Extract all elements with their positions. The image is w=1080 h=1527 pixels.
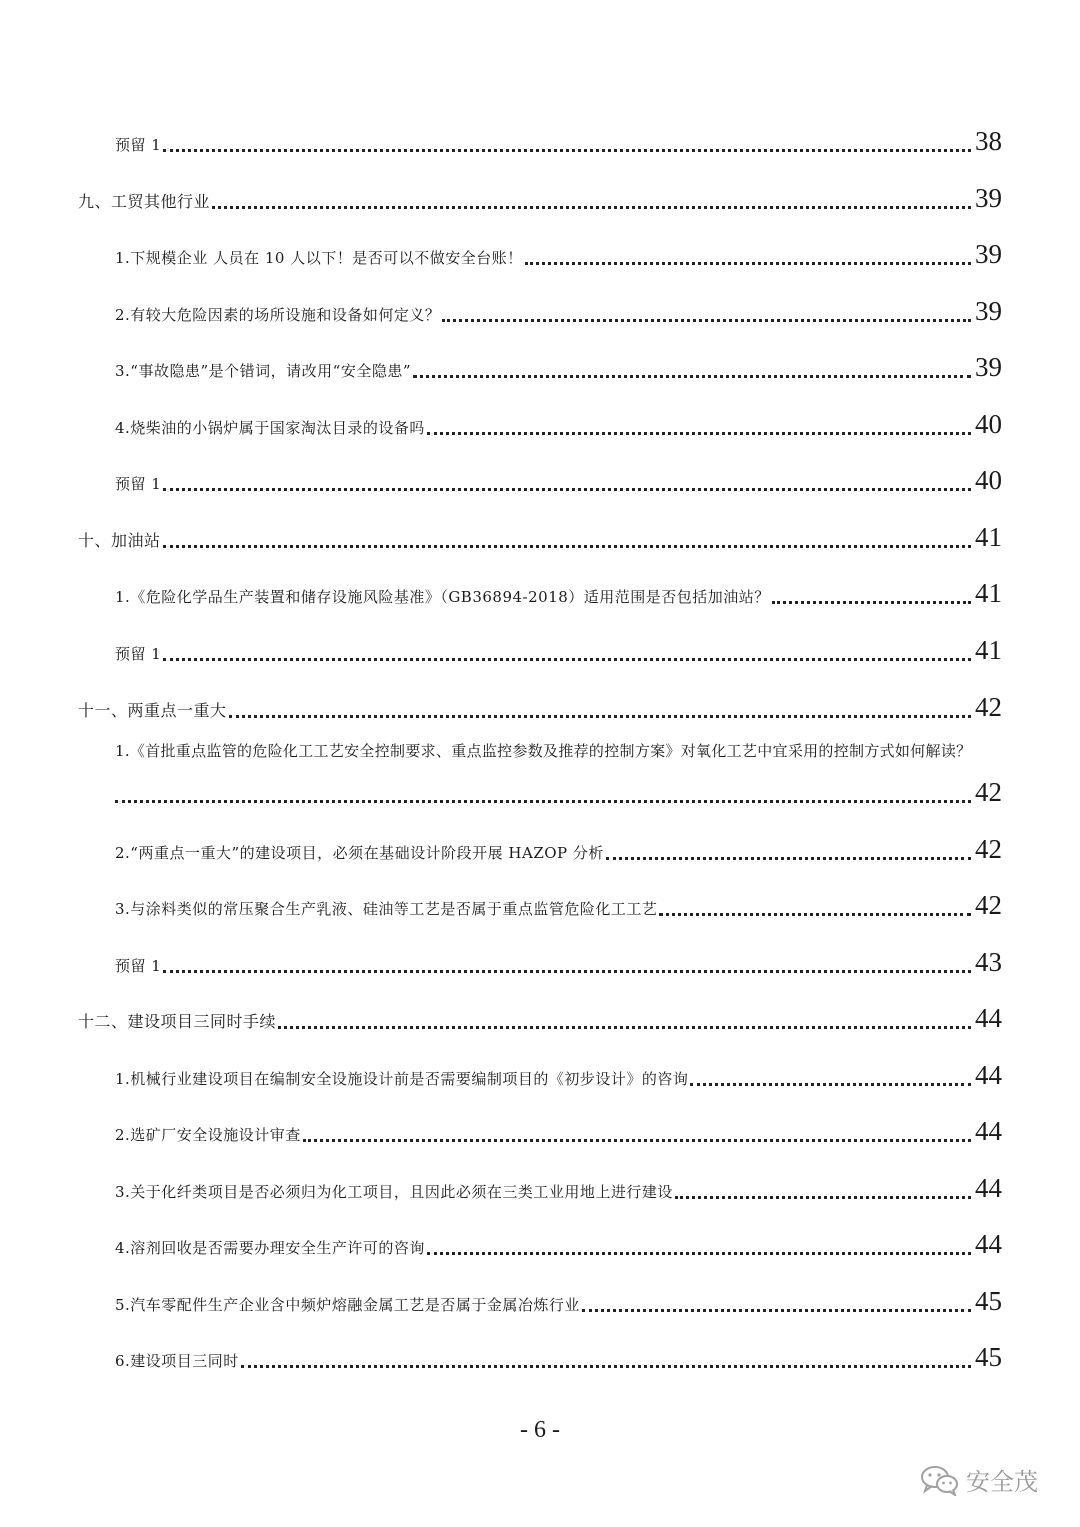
- dot-leader: [163, 970, 971, 973]
- toc-entry-page: 42: [975, 777, 1002, 807]
- toc-entry-page: 40: [975, 409, 1002, 439]
- dot-leader: [525, 262, 971, 265]
- dot-leader: [278, 1026, 971, 1029]
- toc-entry-page: 44: [975, 1173, 1002, 1203]
- dot-leader: [427, 1252, 971, 1255]
- toc-entry-page: 44: [975, 1116, 1002, 1146]
- toc-entry[interactable]: [115, 1221, 1002, 1261]
- toc-entry[interactable]: [115, 401, 1002, 441]
- toc-entry-label: 预留 1: [115, 957, 162, 975]
- page-number: - 6 -: [520, 1417, 560, 1443]
- toc-entry-label: 预留 1: [115, 136, 162, 154]
- toc-entry-page: 39: [975, 183, 1002, 213]
- toc-entry-page: 41: [975, 578, 1002, 608]
- toc-entry-label: 5.汽车零配件生产企业含中频炉熔融金属工艺是否属于金属冶炼行业: [115, 1296, 580, 1314]
- dot-leader: [606, 857, 971, 860]
- toc-entry-label: 3.关于化纤类项目是否必须归为化工项目，且因此必须在三类工业用地上进行建设: [115, 1183, 673, 1201]
- toc-entry-page: 39: [975, 352, 1002, 382]
- toc-entry-label: 预留 1: [115, 475, 162, 493]
- toc-entry[interactable]: [115, 231, 1002, 271]
- dot-leader: [163, 545, 971, 548]
- toc-entry-page: 38: [975, 126, 1002, 156]
- toc-entry[interactable]: [115, 570, 1002, 610]
- toc-entry-label: 2.“两重点一重大”的建设项目，必须在基础设计阶段开展 HAZOP 分析: [115, 844, 604, 862]
- toc-entry-label: 4.溶剂回收是否需要办理安全生产许可的咨询: [115, 1239, 425, 1257]
- toc-entry-label: 6.建设项目三同时: [115, 1352, 239, 1370]
- watermark: [920, 1462, 1038, 1497]
- toc-entry[interactable]: [115, 457, 1002, 497]
- toc-entry-label: 预留 1: [115, 645, 162, 663]
- toc-entry-page: 45: [975, 1342, 1002, 1372]
- watermark-text: 安全茂: [966, 1468, 1038, 1496]
- dot-leader: [690, 1083, 971, 1086]
- dot-leader: [163, 149, 971, 152]
- toc-entry-page: 41: [975, 635, 1002, 665]
- dot-leader: [659, 913, 971, 916]
- dot-leader: [413, 375, 971, 378]
- toc-entry-label: 3.“事故隐患”是个错词，请改用“安全隐患”: [115, 362, 411, 380]
- toc-entry-label-wrapped[interactable]: 1.《首批重点监管的危险化工工艺安全控制要求、重点监控参数及推荐的控制方案》对氧化工艺中宜采用的控制方式如何解读？: [115, 742, 972, 760]
- toc-entry-label: 九、工贸其他行业: [78, 192, 211, 211]
- toc-entry-label: 2.有较大危险因素的场所设施和设备如何定义？: [115, 306, 441, 324]
- toc-entry-label: 十一、两重点一重大: [78, 701, 227, 720]
- wechat-icon: [920, 1464, 960, 1496]
- toc-entry-label: 1.下规模企业 人员在 10 人以下！是否可以不做安全台账！: [115, 249, 523, 267]
- toc-entry[interactable]: [115, 826, 1002, 866]
- dot-leader: [303, 1139, 971, 1142]
- dot-leader: [241, 1365, 971, 1368]
- toc-entry-page: 45: [975, 1286, 1002, 1316]
- toc-entry[interactable]: [115, 1165, 1002, 1205]
- dot-leader: [229, 715, 971, 718]
- toc-entry[interactable]: [115, 882, 1002, 922]
- toc-entry-page: 43: [975, 947, 1002, 977]
- toc-entry[interactable]: [115, 627, 1002, 667]
- dot-leader: [115, 800, 971, 803]
- dot-leader: [427, 432, 971, 435]
- toc-entry[interactable]: [115, 1052, 1002, 1092]
- toc-entry-page: 41: [975, 522, 1002, 552]
- toc-entry[interactable]: [115, 769, 1002, 809]
- dot-leader: [212, 206, 971, 209]
- toc-entry[interactable]: [115, 118, 1002, 158]
- toc-entry[interactable]: [115, 1278, 1002, 1318]
- toc-entry-label: 1.《危险化学品生产装置和储存设施风险基准》（GB36894-2018）适用范围是否包括加油站？: [115, 588, 770, 606]
- toc-entry[interactable]: [115, 288, 1002, 328]
- dot-leader: [582, 1309, 971, 1312]
- toc-entry-page: 44: [975, 1229, 1002, 1259]
- toc-entry-page: 40: [975, 465, 1002, 495]
- toc-entry-label: 十二、建设项目三同时手续: [78, 1012, 277, 1031]
- toc-entry-label: 1.机械行业建设项目在编制安全设施设计前是否需要编制项目的《初步设计》的咨询: [115, 1070, 689, 1088]
- toc-entry-label: 2.选矿厂安全设施设计审查: [115, 1126, 301, 1144]
- toc-section[interactable]: [78, 684, 1002, 724]
- toc-entry[interactable]: [115, 344, 1002, 384]
- toc-entry-label: 3.与涂料类似的常压聚合生产乳液、硅油等工艺是否属于重点监管危险化工工艺: [115, 900, 658, 918]
- toc-entry[interactable]: [115, 1334, 1002, 1374]
- toc-entry-page: 39: [975, 239, 1002, 269]
- toc-entry[interactable]: [115, 939, 1002, 979]
- toc-section[interactable]: [78, 995, 1002, 1035]
- dot-leader: [772, 601, 971, 604]
- dot-leader: [442, 319, 971, 322]
- toc-entry-label: 4.烧柴油的小锅炉属于国家淘汰目录的设备吗: [115, 419, 425, 437]
- toc-section[interactable]: [78, 175, 1002, 215]
- toc-entry-label: 十、加油站: [78, 531, 161, 550]
- toc-entry-page: 42: [975, 692, 1002, 722]
- dot-leader: [163, 658, 971, 661]
- toc-entry[interactable]: [115, 1108, 1002, 1148]
- toc-entry-page: 42: [975, 890, 1002, 920]
- toc-entry-page: 44: [975, 1060, 1002, 1090]
- dot-leader: [163, 488, 971, 491]
- toc-entry-page: 39: [975, 296, 1002, 326]
- toc-entry-page: 42: [975, 834, 1002, 864]
- toc-section[interactable]: [78, 514, 1002, 554]
- dot-leader: [675, 1196, 971, 1199]
- toc-entry-page: 44: [975, 1003, 1002, 1033]
